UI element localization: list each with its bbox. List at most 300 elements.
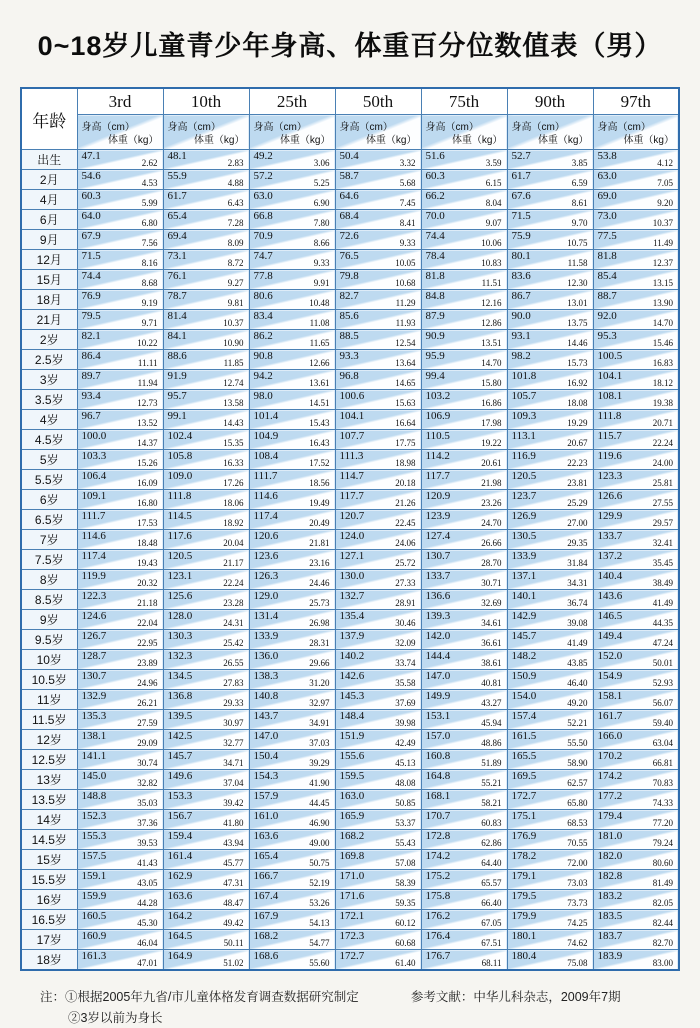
weight-value: 74.33 — [652, 798, 673, 808]
weight-value: 79.24 — [652, 838, 673, 848]
weight-value: 53.37 — [395, 818, 416, 828]
weight-value: 66.40 — [481, 898, 502, 908]
percentile-cell — [507, 470, 593, 490]
height-value: 133.7 — [425, 570, 451, 582]
percentile-cell — [421, 710, 507, 730]
table-header — [21, 88, 679, 150]
percentile-cell — [593, 890, 679, 910]
weight-value: 24.00 — [652, 458, 673, 468]
height-value: 172.8 — [425, 830, 451, 842]
percentile-cell — [249, 510, 335, 530]
height-value: 93.3 — [339, 350, 359, 362]
height-value: 138.1 — [81, 730, 107, 742]
height-value: 182.8 — [597, 870, 623, 882]
height-value: 168.2 — [339, 830, 365, 842]
percentile-cell — [77, 330, 163, 350]
percentile-cell — [593, 250, 679, 270]
weight-value: 11.29 — [395, 298, 416, 308]
height-value: 161.4 — [167, 850, 193, 862]
weight-label: 体重（kg） — [279, 135, 331, 146]
weight-value: 68.53 — [567, 818, 588, 828]
height-value: 179.4 — [597, 810, 623, 822]
percentile-cell — [77, 910, 163, 930]
height-value: 109.1 — [81, 490, 107, 502]
percentile-cell — [507, 950, 593, 971]
height-value: 171.6 — [339, 890, 365, 902]
height-value: 153.1 — [425, 710, 451, 722]
percentile-cell — [593, 710, 679, 730]
percentile-cell — [507, 430, 593, 450]
percentile-cell — [163, 510, 249, 530]
height-value: 76.1 — [167, 270, 187, 282]
percentile-cell — [421, 570, 507, 590]
percentile-cell — [249, 410, 335, 430]
height-value: 148.4 — [339, 710, 365, 722]
height-value: 174.2 — [597, 770, 623, 782]
growth-percentile-table — [20, 87, 680, 971]
weight-value: 8.68 — [141, 278, 158, 288]
percentile-cell — [335, 550, 421, 570]
height-value: 96.7 — [81, 410, 101, 422]
weight-value: 45.13 — [395, 758, 416, 768]
table-row — [21, 270, 679, 290]
height-value: 157.4 — [511, 710, 537, 722]
percentile-cell — [593, 150, 679, 170]
weight-value: 18.12 — [652, 378, 673, 388]
weight-value: 19.22 — [481, 438, 502, 448]
weight-value: 26.21 — [137, 698, 158, 708]
height-value: 159.5 — [339, 770, 365, 782]
height-value: 83.6 — [511, 270, 531, 282]
percentile-cell — [77, 670, 163, 690]
percentile-cell — [77, 530, 163, 550]
percentile-cell — [593, 210, 679, 230]
weight-value: 27.59 — [137, 718, 158, 728]
percentile-cell — [249, 690, 335, 710]
height-value: 145.0 — [81, 770, 107, 782]
weight-value: 28.70 — [481, 558, 502, 568]
weight-value: 9.33 — [313, 258, 330, 268]
height-value: 132.3 — [167, 650, 193, 662]
height-value: 53.8 — [597, 150, 617, 162]
height-value: 74.4 — [425, 230, 445, 242]
percentile-cell — [421, 610, 507, 630]
weight-value: 13.15 — [652, 278, 673, 288]
measure-header-cell — [593, 115, 679, 150]
weight-value: 80.60 — [652, 858, 673, 868]
table-row — [21, 670, 679, 690]
percentile-cell — [335, 230, 421, 250]
percentile-cell — [249, 770, 335, 790]
weight-value: 7.05 — [657, 178, 673, 188]
height-value: 172.3 — [339, 930, 365, 942]
percentile-cell — [77, 490, 163, 510]
height-value: 172.1 — [339, 910, 365, 922]
percentile-cell — [335, 950, 421, 971]
height-value: 61.7 — [167, 190, 187, 202]
age-cell: 18月 — [21, 290, 77, 310]
age-cell: 16岁 — [21, 890, 77, 910]
percentile-cell — [163, 730, 249, 750]
age-cell: 16.5岁 — [21, 910, 77, 930]
height-value: 101.4 — [253, 410, 279, 422]
percentile-cell — [163, 350, 249, 370]
percentile-cell — [507, 170, 593, 190]
percentile-header-10th: 10th — [163, 88, 249, 115]
percentile-cell — [163, 330, 249, 350]
height-value: 54.6 — [81, 170, 101, 182]
table-row — [21, 630, 679, 650]
weight-value: 3.59 — [485, 158, 502, 168]
height-value: 127.4 — [425, 530, 451, 542]
percentile-cell — [421, 690, 507, 710]
weight-value: 10.22 — [137, 338, 158, 348]
height-value: 132.9 — [81, 690, 107, 702]
percentile-cell — [507, 630, 593, 650]
height-value: 152.3 — [81, 810, 107, 822]
weight-value: 13.52 — [137, 418, 158, 428]
weight-value: 29.35 — [567, 538, 588, 548]
weight-value: 5.25 — [313, 178, 330, 188]
weight-value: 61.40 — [395, 958, 416, 968]
percentile-cell — [593, 530, 679, 550]
percentile-cell — [249, 930, 335, 950]
table-row — [21, 710, 679, 730]
percentile-cell — [163, 710, 249, 730]
height-value: 81.4 — [167, 310, 187, 322]
weight-value: 12.16 — [481, 298, 502, 308]
age-cell: 11.5岁 — [21, 710, 77, 730]
percentile-cell — [421, 850, 507, 870]
percentile-cell — [421, 270, 507, 290]
weight-value: 6.59 — [571, 178, 588, 188]
percentile-cell — [77, 210, 163, 230]
weight-value: 8.09 — [227, 238, 244, 248]
weight-value: 66.81 — [652, 758, 673, 768]
percentile-cell — [335, 850, 421, 870]
weight-value: 68.11 — [481, 958, 502, 968]
weight-value: 25.73 — [309, 598, 330, 608]
percentile-cell — [335, 410, 421, 430]
percentile-cell — [249, 710, 335, 730]
height-value: 67.9 — [81, 230, 101, 242]
height-value: 176.4 — [425, 930, 451, 942]
percentile-cell — [507, 910, 593, 930]
height-value: 160.5 — [81, 910, 107, 922]
weight-value: 14.46 — [567, 338, 588, 348]
percentile-cell — [335, 530, 421, 550]
height-value: 76.9 — [81, 290, 101, 302]
height-value: 117.6 — [167, 530, 192, 542]
percentile-cell — [249, 790, 335, 810]
percentile-cell — [421, 730, 507, 750]
weight-value: 9.19 — [141, 298, 158, 308]
percentile-cell — [249, 810, 335, 830]
percentile-header-97th: 97th — [593, 88, 679, 115]
height-value: 139.3 — [425, 610, 451, 622]
weight-value: 50.75 — [309, 858, 330, 868]
percentile-cell — [507, 750, 593, 770]
height-value: 79.5 — [81, 310, 101, 322]
height-value: 136.0 — [253, 650, 279, 662]
percentile-cell — [249, 330, 335, 350]
height-value: 123.9 — [425, 510, 451, 522]
age-cell: 13.5岁 — [21, 790, 77, 810]
height-value: 47.1 — [81, 150, 101, 162]
percentile-cell — [77, 690, 163, 710]
weight-value: 46.40 — [567, 678, 588, 688]
percentile-cell — [77, 730, 163, 750]
percentile-cell — [421, 390, 507, 410]
height-value: 159.9 — [81, 890, 107, 902]
table-row — [21, 430, 679, 450]
height-value: 117.4 — [253, 510, 278, 522]
percentile-cell — [335, 250, 421, 270]
percentile-cell — [421, 250, 507, 270]
weight-value: 54.13 — [309, 918, 330, 928]
percentile-cell — [507, 530, 593, 550]
height-value: 130.7 — [81, 670, 107, 682]
percentile-cell — [249, 610, 335, 630]
height-value: 161.5 — [511, 730, 537, 742]
weight-value: 49.20 — [567, 698, 588, 708]
height-value: 88.6 — [167, 350, 187, 362]
weight-value: 13.58 — [223, 398, 244, 408]
weight-value: 56.07 — [652, 698, 673, 708]
table-row — [21, 870, 679, 890]
percentile-cell — [249, 170, 335, 190]
weight-value: 30.46 — [395, 618, 416, 628]
weight-value: 25.29 — [567, 498, 588, 508]
percentile-cell — [249, 450, 335, 470]
age-cell: 12.5岁 — [21, 750, 77, 770]
weight-value: 23.28 — [223, 598, 244, 608]
height-value: 157.9 — [253, 790, 279, 802]
percentile-cell — [335, 390, 421, 410]
percentile-cell — [507, 770, 593, 790]
weight-value: 73.03 — [567, 878, 588, 888]
weight-value: 14.70 — [481, 358, 502, 368]
weight-value: 6.90 — [313, 198, 330, 208]
weight-value: 14.51 — [309, 398, 330, 408]
percentile-cell — [249, 750, 335, 770]
percentile-header-90th: 90th — [507, 88, 593, 115]
percentile-cell — [507, 210, 593, 230]
weight-value: 3.85 — [571, 158, 588, 168]
percentile-cell — [249, 350, 335, 370]
height-value: 163.6 — [253, 830, 279, 842]
percentile-cell — [421, 370, 507, 390]
weight-label: 体重（kg） — [107, 135, 159, 146]
height-value: 50.4 — [339, 150, 359, 162]
weight-value: 8.66 — [313, 238, 330, 248]
weight-value: 44.45 — [309, 798, 330, 808]
height-value: 106.9 — [425, 410, 451, 422]
height-value: 83.4 — [253, 310, 273, 322]
table-row — [21, 610, 679, 630]
height-value: 164.9 — [167, 950, 193, 962]
height-value: 130.7 — [425, 550, 451, 562]
height-value: 165.9 — [339, 810, 365, 822]
weight-value: 62.86 — [481, 838, 502, 848]
percentile-cell — [507, 930, 593, 950]
percentile-cell — [593, 230, 679, 250]
weight-value: 46.04 — [137, 938, 158, 948]
weight-value: 55.60 — [309, 958, 330, 968]
age-cell: 4岁 — [21, 410, 77, 430]
weight-value: 26.98 — [309, 618, 330, 628]
height-value: 95.3 — [597, 330, 617, 342]
age-cell: 7.5岁 — [21, 550, 77, 570]
percentile-cell — [163, 270, 249, 290]
weight-value: 23.16 — [309, 558, 330, 568]
height-value: 152.0 — [597, 650, 623, 662]
weight-value: 8.16 — [141, 258, 158, 268]
percentile-cell — [77, 470, 163, 490]
weight-value: 62.57 — [567, 778, 588, 788]
percentile-cell — [77, 270, 163, 290]
height-value: 143.6 — [597, 590, 623, 602]
percentile-cell — [77, 550, 163, 570]
weight-value: 31.84 — [567, 558, 588, 568]
weight-value: 38.49 — [652, 578, 673, 588]
percentile-cell — [335, 870, 421, 890]
height-value: 113.1 — [511, 430, 536, 442]
percentile-cell — [163, 530, 249, 550]
percentile-cell — [77, 510, 163, 530]
weight-value: 14.43 — [223, 418, 244, 428]
height-value: 103.2 — [425, 390, 451, 402]
percentile-cell — [163, 570, 249, 590]
weight-value: 26.55 — [223, 658, 244, 668]
percentile-cell — [593, 750, 679, 770]
height-value: 65.4 — [167, 210, 187, 222]
height-value: 86.2 — [253, 330, 273, 342]
height-value: 90.9 — [425, 330, 445, 342]
weight-value: 19.38 — [652, 398, 673, 408]
height-value: 79.8 — [339, 270, 359, 282]
height-value: 126.9 — [511, 510, 537, 522]
weight-value: 67.51 — [481, 938, 502, 948]
weight-value: 12.54 — [395, 338, 416, 348]
weight-value: 65.57 — [481, 878, 502, 888]
height-value: 142.9 — [511, 610, 537, 622]
height-value: 126.3 — [253, 570, 279, 582]
weight-value: 6.15 — [485, 178, 502, 188]
height-value: 75.9 — [511, 230, 531, 242]
weight-value: 25.72 — [395, 558, 416, 568]
height-value: 74.7 — [253, 250, 273, 262]
percentile-cell — [335, 810, 421, 830]
percentile-cell — [163, 750, 249, 770]
height-value: 149.4 — [597, 630, 623, 642]
weight-value: 60.12 — [395, 918, 416, 928]
table-body — [21, 150, 679, 971]
percentile-cell — [335, 430, 421, 450]
height-value: 151.9 — [339, 730, 365, 742]
height-value: 117.7 — [339, 490, 364, 502]
weight-value: 14.70 — [652, 318, 673, 328]
height-value: 128.0 — [167, 610, 193, 622]
percentile-cell — [335, 190, 421, 210]
percentile-cell — [421, 870, 507, 890]
percentile-cell — [335, 370, 421, 390]
weight-value: 11.65 — [309, 338, 330, 348]
percentile-cell — [507, 350, 593, 370]
age-cell: 10岁 — [21, 650, 77, 670]
percentile-cell — [593, 290, 679, 310]
percentile-cell — [163, 550, 249, 570]
percentile-cell — [421, 410, 507, 430]
percentile-cell — [163, 690, 249, 710]
height-value: 77.5 — [597, 230, 617, 242]
height-value: 182.0 — [597, 850, 623, 862]
height-value: 88.5 — [339, 330, 359, 342]
percentile-cell — [77, 350, 163, 370]
age-cell: 5岁 — [21, 450, 77, 470]
percentile-cell — [507, 150, 593, 170]
height-value: 157.0 — [425, 730, 451, 742]
percentile-cell — [421, 350, 507, 370]
weight-value: 75.08 — [567, 958, 588, 968]
weight-value: 32.82 — [137, 778, 158, 788]
reference-citation: 参考文献：中华儿科杂志，2009年7期 — [410, 990, 621, 1004]
weight-value: 11.93 — [395, 318, 416, 328]
height-value: 165.5 — [511, 750, 537, 762]
percentile-cell — [507, 490, 593, 510]
percentile-cell — [421, 650, 507, 670]
height-value: 175.1 — [511, 810, 537, 822]
height-value: 183.9 — [597, 950, 623, 962]
height-value: 51.6 — [425, 150, 445, 162]
weight-value: 15.43 — [309, 418, 330, 428]
percentile-cell — [593, 350, 679, 370]
age-cell: 21月 — [21, 310, 77, 330]
weight-value: 17.75 — [395, 438, 416, 448]
weight-value: 27.00 — [567, 518, 588, 528]
percentile-cell — [593, 590, 679, 610]
percentile-cell — [335, 470, 421, 490]
percentile-cell — [77, 410, 163, 430]
percentile-cell — [421, 930, 507, 950]
weight-value: 33.74 — [395, 658, 416, 668]
percentile-header-50th: 50th — [335, 88, 421, 115]
height-value: 164.8 — [425, 770, 451, 782]
percentile-cell — [593, 790, 679, 810]
weight-value: 52.21 — [567, 718, 588, 728]
height-value: 143.7 — [253, 710, 279, 722]
percentile-cell — [593, 930, 679, 950]
percentile-cell — [593, 490, 679, 510]
percentile-cell — [77, 170, 163, 190]
height-value: 176.7 — [425, 950, 451, 962]
height-value: 102.4 — [167, 430, 193, 442]
percentile-cell — [507, 730, 593, 750]
height-value: 167.4 — [253, 890, 279, 902]
percentile-cell — [593, 410, 679, 430]
percentile-cell — [77, 750, 163, 770]
percentile-cell — [507, 550, 593, 570]
weight-value: 49.00 — [309, 838, 330, 848]
table-row — [21, 410, 679, 430]
height-value: 119.9 — [81, 570, 106, 582]
height-value: 124.0 — [339, 530, 365, 542]
weight-value: 22.04 — [137, 618, 158, 628]
page-title: 0~18岁儿童青少年身高、体重百分位数值表（男） — [37, 31, 663, 61]
weight-label: 体重（kg） — [365, 135, 417, 146]
percentile-cell — [335, 690, 421, 710]
age-cell: 9岁 — [21, 610, 77, 630]
